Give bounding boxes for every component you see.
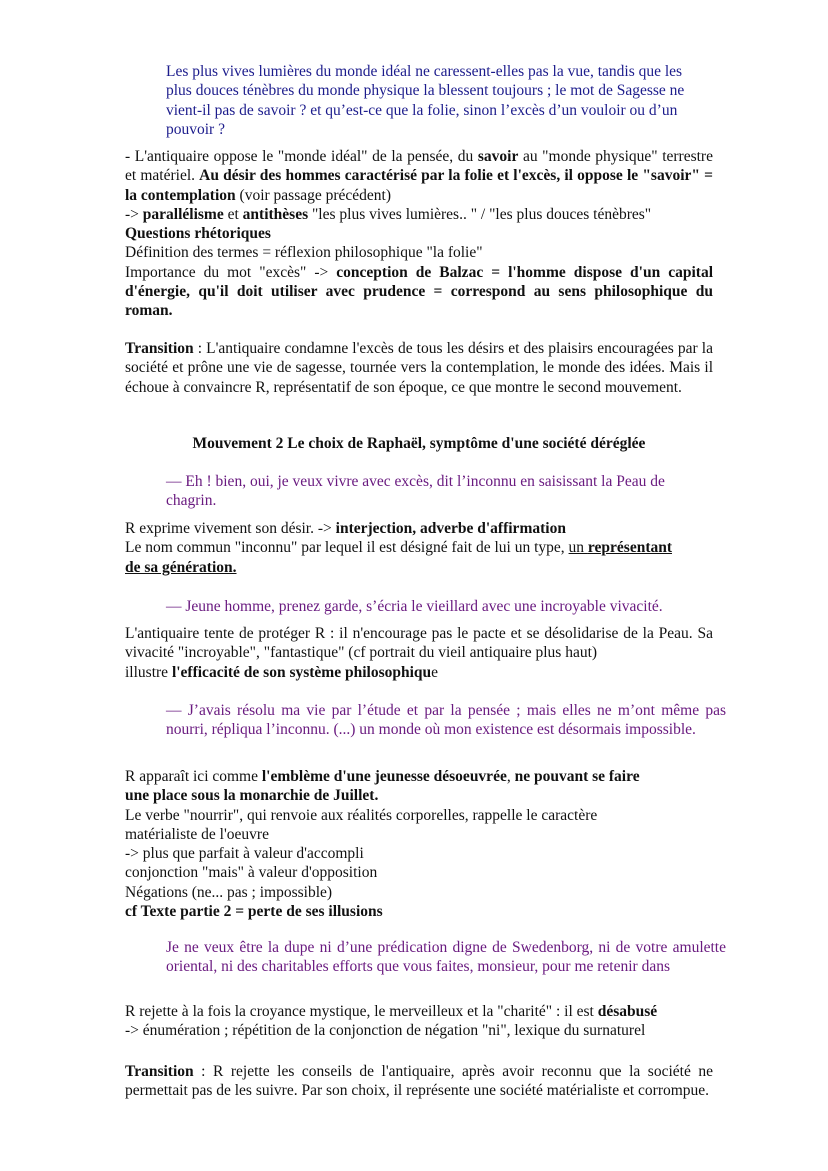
text-run: au "monde physique" terrestre et matériel.: [125, 148, 713, 185]
text-run: Le nom commun "inconnu" par lequel il est désigné fait de lui un type,: [125, 539, 569, 557]
analysis-paragraph: [125, 263, 713, 321]
text-run: Au désir des hommes caractérisé par la folie et l'excès, il oppose le "savoir" = la contemplation: [125, 167, 713, 204]
quote-line: Les plus vives lumières du monde idéal ne caressent-elles pas la vue, tandis que les: [166, 63, 683, 80]
text-run: interjection, adverbe d'affirmation: [335, 520, 566, 537]
analysis-line: [125, 519, 713, 538]
analysis-line: Questions rhétoriques: [125, 225, 271, 243]
analysis-line: une place sous la monarchie de Juillet.: [125, 787, 379, 805]
text-run: R rejette à la fois la croyance mystique, le merveilleux et la "charité" : il est: [125, 1003, 598, 1020]
analysis-line: Définition des termes = réflexion philosophique "la folie": [125, 244, 483, 262]
text-run: ne pouvant se faire: [514, 768, 640, 785]
text-run: Importance du mot "excès" ->: [125, 263, 337, 281]
analysis-line: Négations (ne... pas ; impossible): [125, 883, 333, 901]
quote-block-5: Je ne veux être la dupe ni d’une prédication digne de Swedenborg, ni de votre amulette oriental, ni des charitables efforts que vous faites, monsieur, pour me retenir dans: [166, 939, 726, 976]
text-run: savoir: [477, 148, 519, 165]
analysis-line: cf Texte partie 2 = perte de ses illusions: [125, 903, 383, 921]
analysis-line: matérialiste de l'oeuvre: [125, 825, 269, 843]
analysis-line: [125, 663, 713, 682]
transition-label: Transition: [125, 340, 194, 357]
analysis-line: de sa génération.: [125, 558, 237, 576]
analysis-block-2: [125, 519, 713, 577]
text-run: représentant: [587, 539, 673, 557]
quote-line: chagrin.: [166, 492, 217, 510]
text-run: ->: [125, 205, 143, 223]
text-run: l'efficacité de son système philosophiqu: [171, 663, 432, 681]
text-run: - L'antiquaire oppose le "monde idéal" de la pensée, du: [125, 148, 478, 165]
quote-block-2: [166, 472, 726, 511]
analysis-line: conjonction "mais" à valeur d'opposition: [125, 864, 378, 882]
quote-line: vient-il pas de savoir ? et qu’est-ce que la folie, sinon l’excès d’un vouloir ou d’un: [166, 101, 678, 119]
text-run: R exprime vivement son désir. ->: [125, 520, 336, 537]
text-run: "les plus vives lumières.. " / "les plus douces ténèbres": [308, 205, 652, 223]
transition-text: : L'antiquaire condamne l'excès de tous les désirs et des plaisirs encouragées par la société et prône une vie de sagesse, tournée vers la contemplation, le monde des idées. Mais il échoue à convaincre R, représentatif de son époque, ce que montre le second mouvement.: [125, 340, 713, 396]
quote-line: pouvoir ?: [166, 120, 225, 138]
analysis-block-3: [125, 624, 713, 682]
text-run: conception de Balzac = l'homme dispose d'un capital d'énergie, qu'il doit utiliser avec prudence = correspond au sens philosophique du roman.: [125, 263, 714, 320]
transition-paragraph-2: [125, 1062, 713, 1101]
analysis-line: Le verbe "nourrir", qui renvoie aux réalités corporelles, rappelle le caractère: [125, 806, 598, 824]
text-run: antithèses: [242, 205, 309, 223]
text-run: et: [223, 205, 243, 223]
analysis-block-4: [125, 767, 713, 921]
transition-text: : R rejette les conseils de l'antiquaire, après avoir reconnu que la société ne permettait pas de les suivre. Par son choix, il représente une société matérialiste et corrompue.: [125, 1063, 713, 1100]
text-run: ,: [506, 768, 515, 785]
text-run: e: [431, 663, 439, 681]
analysis-paragraph: L'antiquaire tente de protéger R : il n'encourage pas le pacte et se désolidarise de la Peau. Sa vivacité "incroyable", "fantastique" (cf portrait du vieil antiquaire plus haut): [125, 625, 713, 662]
analysis-paragraph: [125, 147, 713, 205]
analysis-block-5: [125, 1002, 713, 1041]
analysis-line: [125, 1002, 713, 1021]
analysis-block-1: [125, 147, 713, 321]
text-run: parallélisme: [142, 205, 224, 223]
transition-paragraph-1: [125, 339, 713, 397]
text-run: désabusé: [597, 1003, 658, 1020]
analysis-line: [125, 538, 713, 557]
quote-line: — Eh ! bien, oui, je veux vivre avec excès, dit l’inconnu en saisissant la Peau de: [166, 473, 665, 490]
analysis-line: [125, 767, 713, 786]
text-run: illustre: [125, 663, 172, 681]
text-run: R apparaît ici comme: [125, 768, 262, 785]
analysis-line: [125, 205, 713, 224]
quote-block-4: — J’avais résolu ma vie par l’étude et par la pensée ; mais elles ne m’ont même pas nourri, répliqua l’inconnu. (...) un monde où mon existence est désormais impossible.: [166, 702, 726, 739]
quote-block-1: [166, 62, 726, 139]
quote-block-3: — Jeune homme, prenez garde, s’écria le vieillard avec une incroyable vivacité.: [166, 598, 663, 615]
section-heading: Mouvement 2 Le choix de Raphaël, symptôme d'une société déréglée: [192, 435, 646, 452]
analysis-line: -> plus que parfait à valeur d'accompli: [125, 845, 364, 863]
quote-line: plus douces ténèbres du monde physique la blessent toujours ; le mot de Sagesse ne: [166, 82, 685, 100]
transition-label: Transition: [125, 1063, 194, 1080]
text-run: un: [568, 539, 588, 557]
analysis-line: -> énumération ; répétition de la conjonction de négation "ni", lexique du surnaturel: [125, 1022, 646, 1040]
text-run: (voir passage précédent): [235, 186, 392, 204]
text-run: l'emblème d'une jeunesse désoeuvrée: [261, 768, 507, 785]
